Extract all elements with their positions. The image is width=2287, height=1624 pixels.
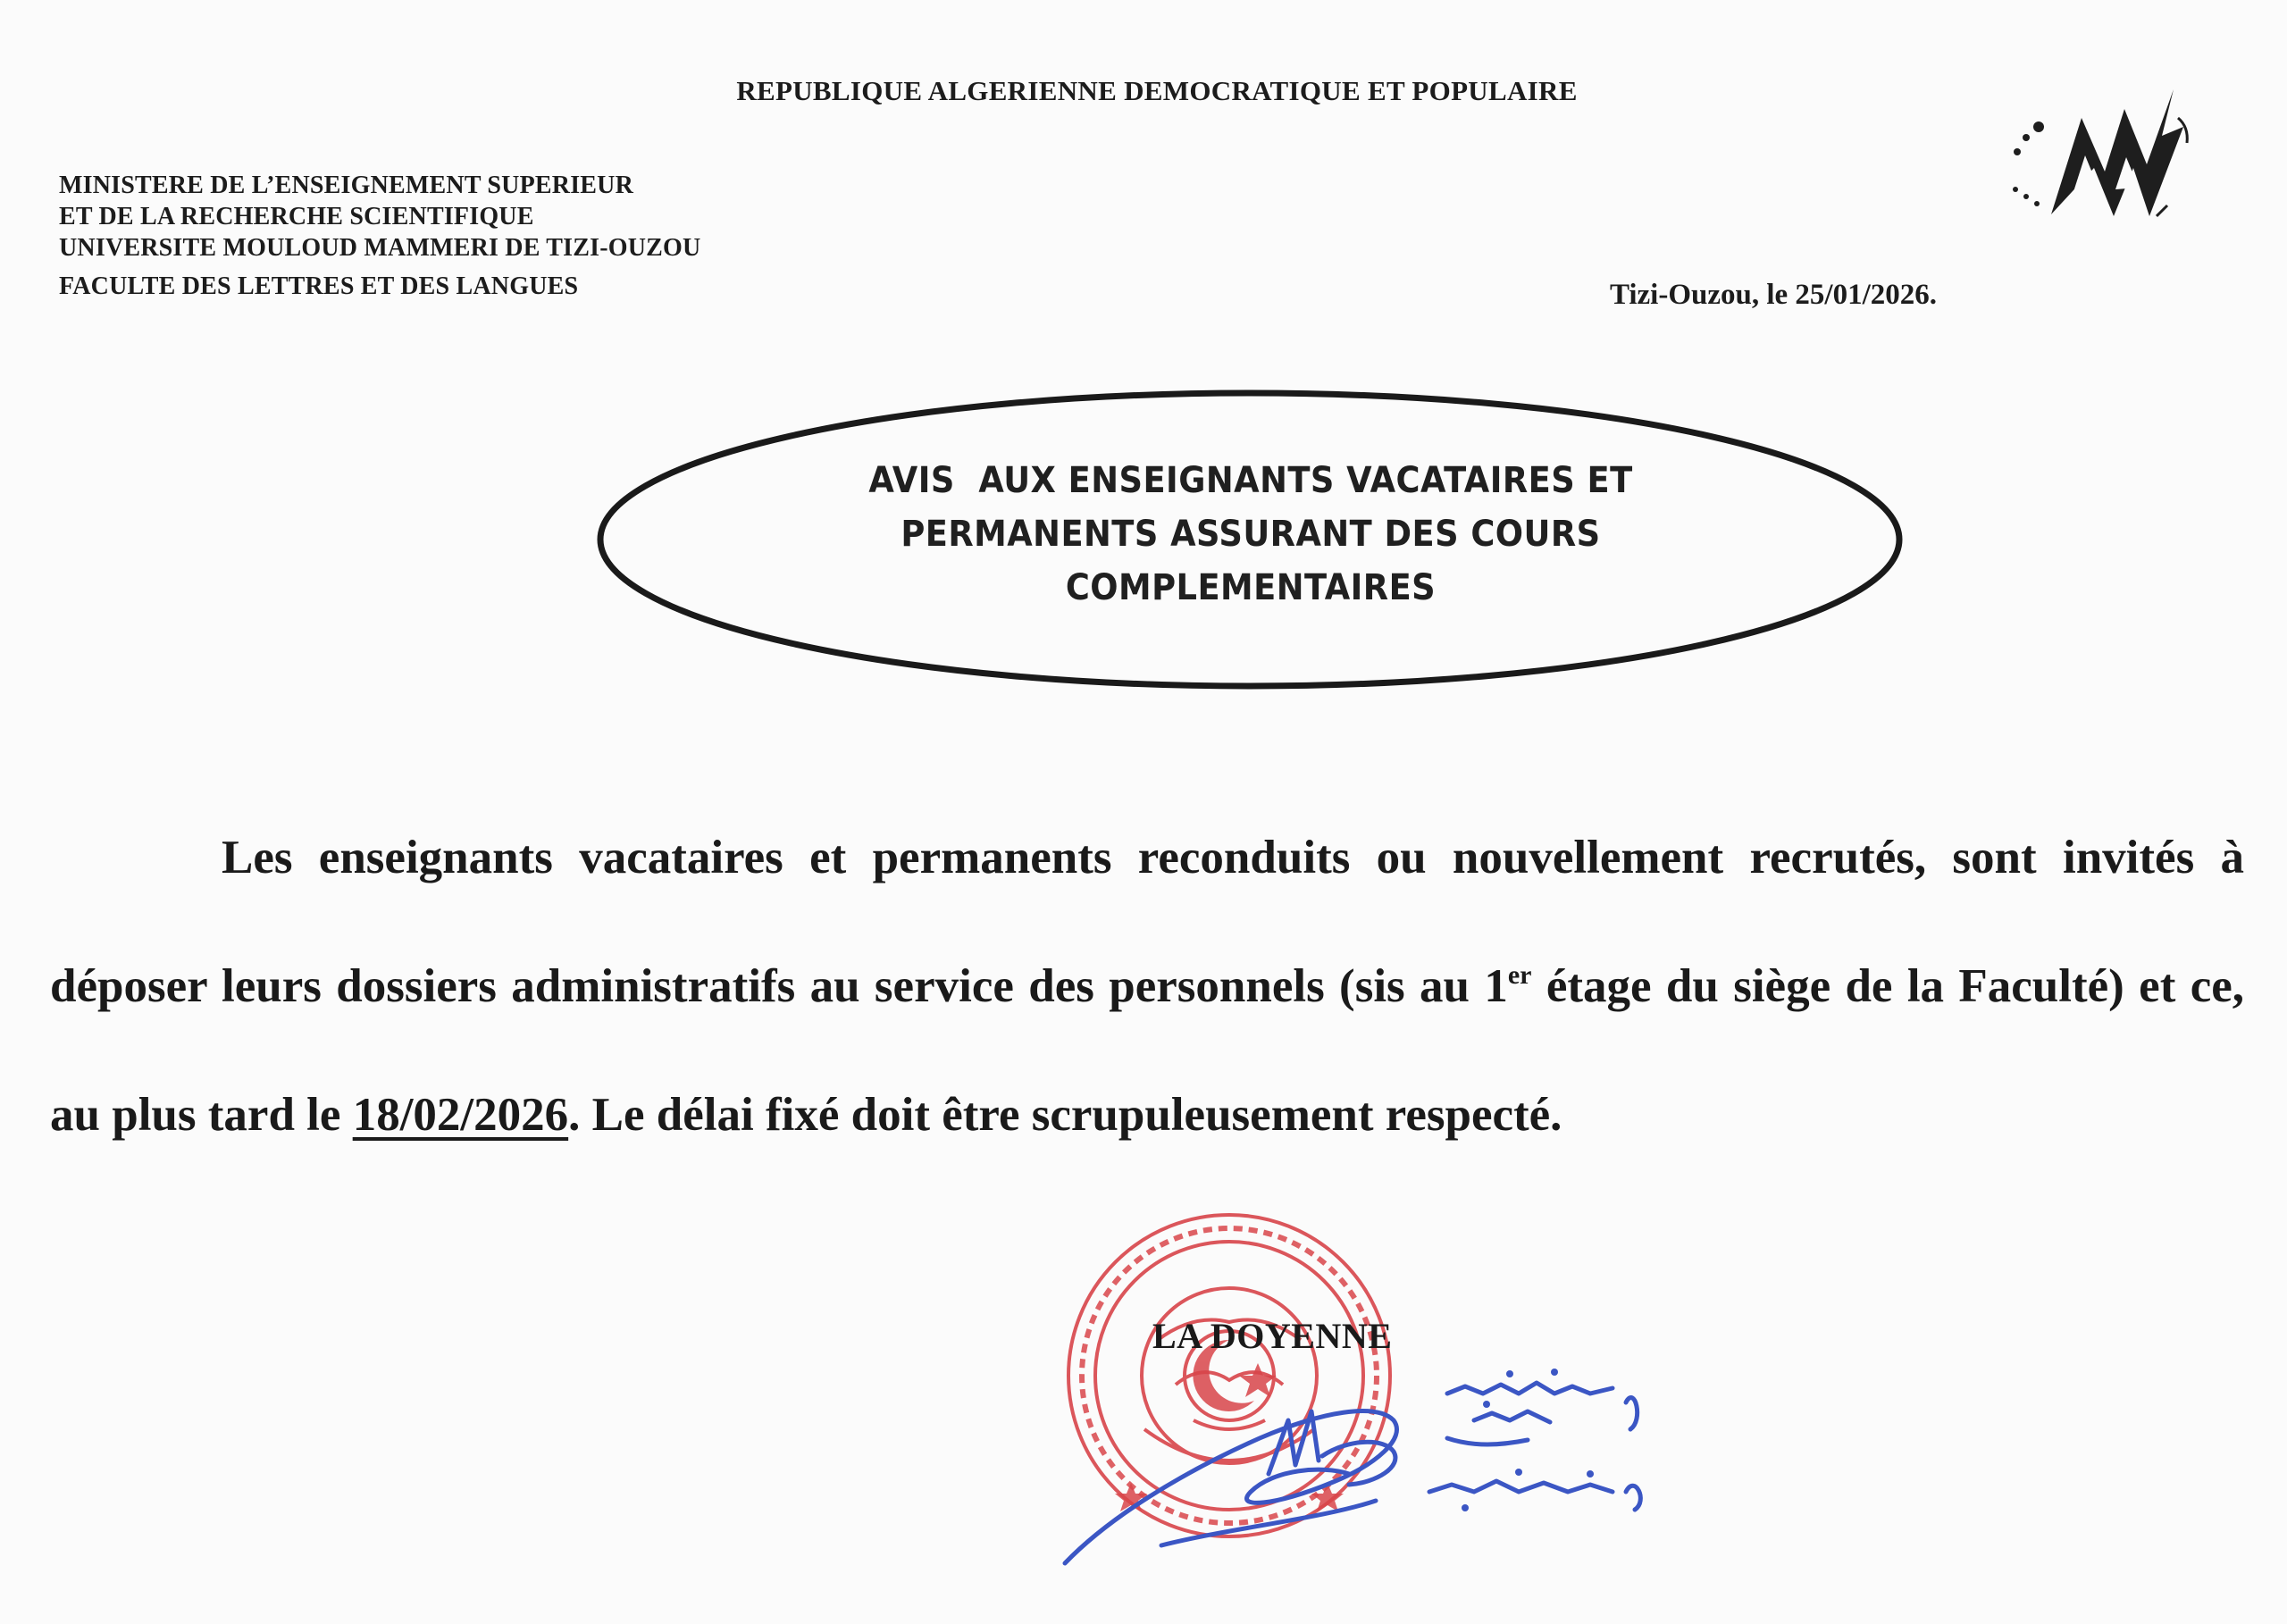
signatory-title: LA DOYENNE (1152, 1316, 1393, 1356)
university-name: UNIVERSITE MOULOUD MAMMERI DE TIZI-OUZOU (59, 234, 701, 262)
handwritten-signature (1054, 1367, 1662, 1572)
body-part-1: Les enseignants vacataires et permanents reconduits ou nouvellement recrutés, sont invités à déposer leurs dossiers administratifs au service des personnels (sis au 1 (50, 832, 2244, 1012)
ordinal-superscript: er (1507, 960, 1532, 990)
deadline-date: 18/02/2026 (352, 1089, 569, 1141)
notice-title-line-3: COMPLEMENTAIRES (1065, 567, 1437, 608)
ministry-line-2: ET DE LA RECHERCHE SCIENTIFIQUE (59, 203, 534, 230)
institution-header (59, 170, 700, 302)
faculty-name: FACULTE DES LETTRES ET DES LANGUES (59, 272, 579, 300)
notice-body (50, 793, 2244, 1179)
notice-title (758, 454, 1744, 615)
body-part-3: . Le délai fixé doit être scrupuleusement respecté. (568, 1089, 1562, 1141)
body-part-2: étage du siège de la Faculté) et ce, au plus tard le (50, 960, 2244, 1141)
notice-title-line-2: PERMANENTS ASSURANT DES COURS (901, 514, 1601, 555)
document-date: Tizi-Ouzou, le 25/01/2026. (1609, 279, 1937, 311)
ministry-line-1: MINISTERE DE L’ENSEIGNEMENT SUPERIEUR (59, 172, 634, 199)
notice-title-line-1: AVIS AUX ENSEIGNANTS VACATAIRES ET (868, 460, 1633, 501)
republic-heading: REPUBLIQUE ALGERIENNE DEMOCRATIQUE ET POPULAIRE (736, 75, 1578, 106)
ummto-logo-icon (1999, 82, 2196, 225)
